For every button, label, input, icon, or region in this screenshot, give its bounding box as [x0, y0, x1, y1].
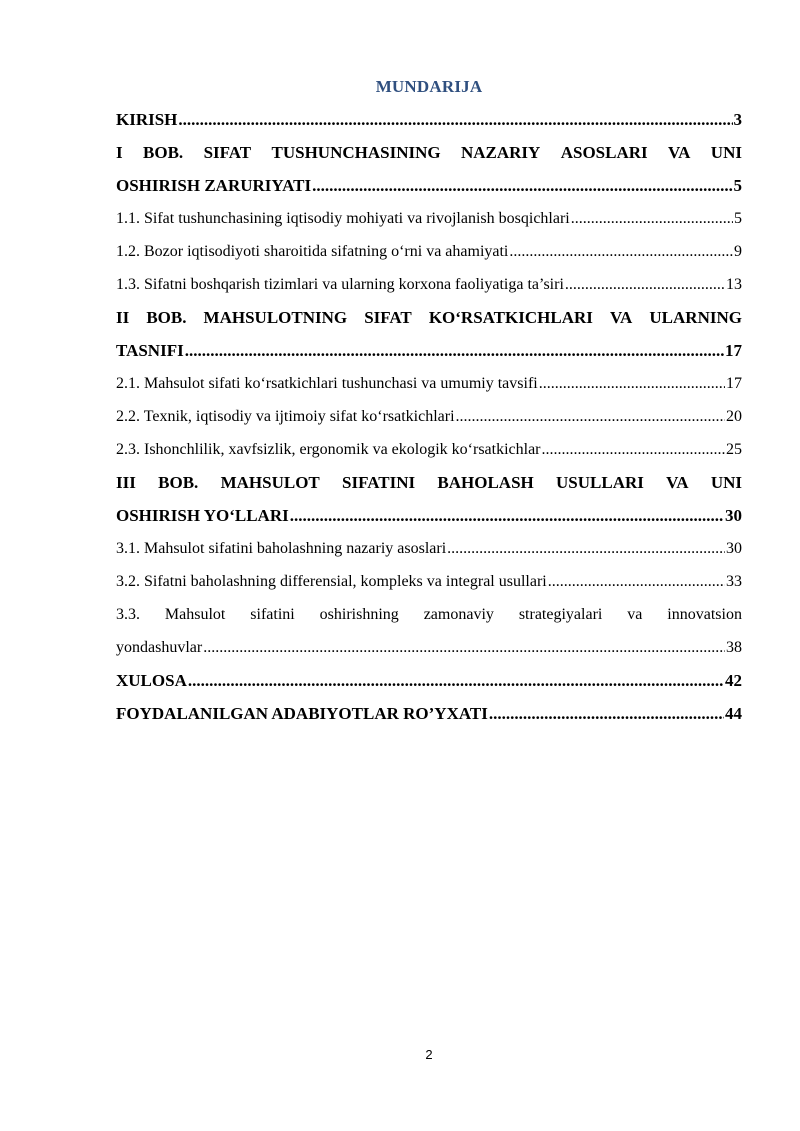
toc-entry-text: 1.3. Sifatni boshqarish tizimlari va ularning korxona faoliyatiga ta’siri	[116, 276, 564, 293]
dot-leader	[312, 169, 732, 202]
dot-leader	[548, 565, 725, 598]
dot-leader	[203, 631, 725, 664]
toc-page-number: 25	[726, 441, 742, 458]
dot-leader	[188, 664, 724, 697]
toc-entry-3-3[interactable]	[116, 598, 742, 664]
toc-entry-text: 2.1. Mahsulot sifati ko‘rsatkichlari tushunchasi va umumiy tavsifi	[116, 375, 538, 392]
toc-word: Mahsulot	[164, 606, 226, 623]
toc-word: strategiyalari	[518, 606, 603, 623]
toc-word: KO‘RSATKICHLARI	[428, 308, 593, 327]
toc-title: MUNDARIJA	[375, 77, 483, 96]
toc-word: BOB.	[143, 143, 184, 162]
toc-word: ASOSLARI	[560, 143, 648, 162]
toc-word: I	[116, 143, 123, 162]
toc-entry-kirish[interactable]	[116, 103, 742, 136]
toc-page-number: 42	[725, 671, 742, 690]
dot-leader	[178, 103, 732, 136]
toc-word: VA	[609, 308, 633, 327]
toc-page-number: 9	[734, 243, 742, 260]
toc-entry-text: OSHIRISH ZARURIYATI	[116, 176, 312, 195]
toc-entry-line	[116, 598, 742, 631]
toc-entry-2-2[interactable]	[116, 400, 742, 433]
toc-entry-text: TASNIFI	[116, 341, 184, 360]
page-number: 2	[425, 1047, 433, 1062]
toc-entry-xulosa[interactable]	[116, 664, 742, 697]
toc-word: MAHSULOTNING	[203, 308, 348, 327]
dot-leader	[565, 268, 725, 301]
toc-entry-3-1[interactable]	[116, 532, 742, 565]
toc-word: BOB.	[146, 308, 187, 327]
toc-page-number: 30	[725, 506, 742, 525]
toc-entry-chapter-2[interactable]	[116, 301, 742, 367]
dot-leader	[539, 367, 725, 400]
toc-word: VA	[666, 473, 689, 492]
dot-leader	[447, 532, 725, 565]
toc-word: USULLARI	[556, 473, 644, 492]
toc-word: BAHOLASH	[437, 473, 534, 492]
toc-entry-3-2[interactable]	[116, 565, 742, 598]
toc-entry-1-2[interactable]	[116, 235, 742, 268]
toc-entry-text: 3.1. Mahsulot sifatini baholashning nazariy asoslari	[116, 540, 447, 557]
toc-page-number: 3	[733, 110, 742, 129]
toc-entry-line	[116, 301, 742, 334]
toc-entry-1-1[interactable]	[116, 202, 742, 235]
toc-word: TUSHUNCHASINING	[271, 143, 441, 162]
toc-page-number: 5	[734, 210, 742, 227]
toc-word: UNI	[710, 143, 742, 162]
toc-word: SIFATINI	[342, 473, 416, 492]
toc-word: III	[116, 473, 136, 492]
dot-leader	[542, 433, 725, 466]
toc-word: innovatsion	[667, 606, 742, 623]
toc-word: va	[627, 606, 643, 623]
dot-leader	[185, 334, 724, 367]
toc-page-number: 33	[726, 573, 742, 590]
toc-entry-text: OSHIRISH YO‘LLARI	[116, 506, 289, 525]
toc-entry-text: 1.1. Sifat tushunchasining iqtisodiy mohiyati va rivojlanish bosqichlari	[116, 210, 570, 227]
toc-page-number: 44	[725, 704, 742, 723]
toc-word: sifatini	[250, 606, 295, 623]
toc-entry-text: yondashuvlar	[116, 639, 203, 656]
table-of-contents	[116, 103, 742, 730]
toc-entry-line	[116, 136, 742, 169]
toc-entry-text: FOYDALANILGAN ADABIYOTLAR RO’YXATI	[116, 704, 488, 723]
toc-page-number: 17	[726, 375, 742, 392]
toc-entry-1-3[interactable]	[116, 268, 742, 301]
toc-entry-text: 2.3. Ishonchlilik, xavfsizlik, ergonomik va ekologik ko‘rsatkichlar	[116, 441, 541, 458]
toc-word: UNI	[710, 473, 742, 492]
toc-entry-chapter-1[interactable]	[116, 136, 742, 202]
dot-leader	[571, 202, 733, 235]
toc-word: MAHSULOT	[220, 473, 320, 492]
dot-leader	[290, 499, 724, 532]
toc-word: 3.3.	[116, 606, 140, 623]
toc-word: SIFAT	[364, 308, 412, 327]
toc-entry-references[interactable]	[116, 697, 742, 730]
toc-entry-2-3[interactable]	[116, 433, 742, 466]
toc-entry-chapter-3[interactable]	[116, 466, 742, 532]
dot-leader	[456, 400, 725, 433]
toc-word: NAZARIY	[460, 143, 541, 162]
toc-entry-line	[116, 466, 742, 499]
toc-entry-text: 1.2. Bozor iqtisodiyoti sharoitida sifatning o‘rni va ahamiyati	[116, 243, 509, 260]
toc-entry-text: KIRISH	[116, 110, 178, 129]
dot-leader	[509, 235, 733, 268]
toc-word: ULARNING	[649, 308, 742, 327]
toc-word: oshirishning	[319, 606, 399, 623]
toc-entry-text: 2.2. Texnik, iqtisodiy va ijtimoiy sifat ko‘rsatkichlari	[116, 408, 455, 425]
toc-word: II	[116, 308, 130, 327]
toc-entry-2-1[interactable]	[116, 367, 742, 400]
toc-page-number: 13	[726, 276, 742, 293]
toc-word: BOB.	[158, 473, 199, 492]
dot-leader	[489, 697, 724, 730]
toc-page-number: 30	[726, 540, 742, 557]
toc-word: SIFAT	[203, 143, 252, 162]
toc-word: zamonaviy	[423, 606, 494, 623]
toc-word: VA	[668, 143, 691, 162]
toc-page-number: 17	[725, 341, 742, 360]
toc-page-number: 20	[726, 408, 742, 425]
toc-entry-text: XULOSA	[116, 671, 187, 690]
toc-page-number: 38	[726, 639, 742, 656]
toc-entry-text: 3.2. Sifatni baholashning differensial, kompleks va integral usullari	[116, 573, 547, 590]
toc-page-number: 5	[733, 176, 742, 195]
